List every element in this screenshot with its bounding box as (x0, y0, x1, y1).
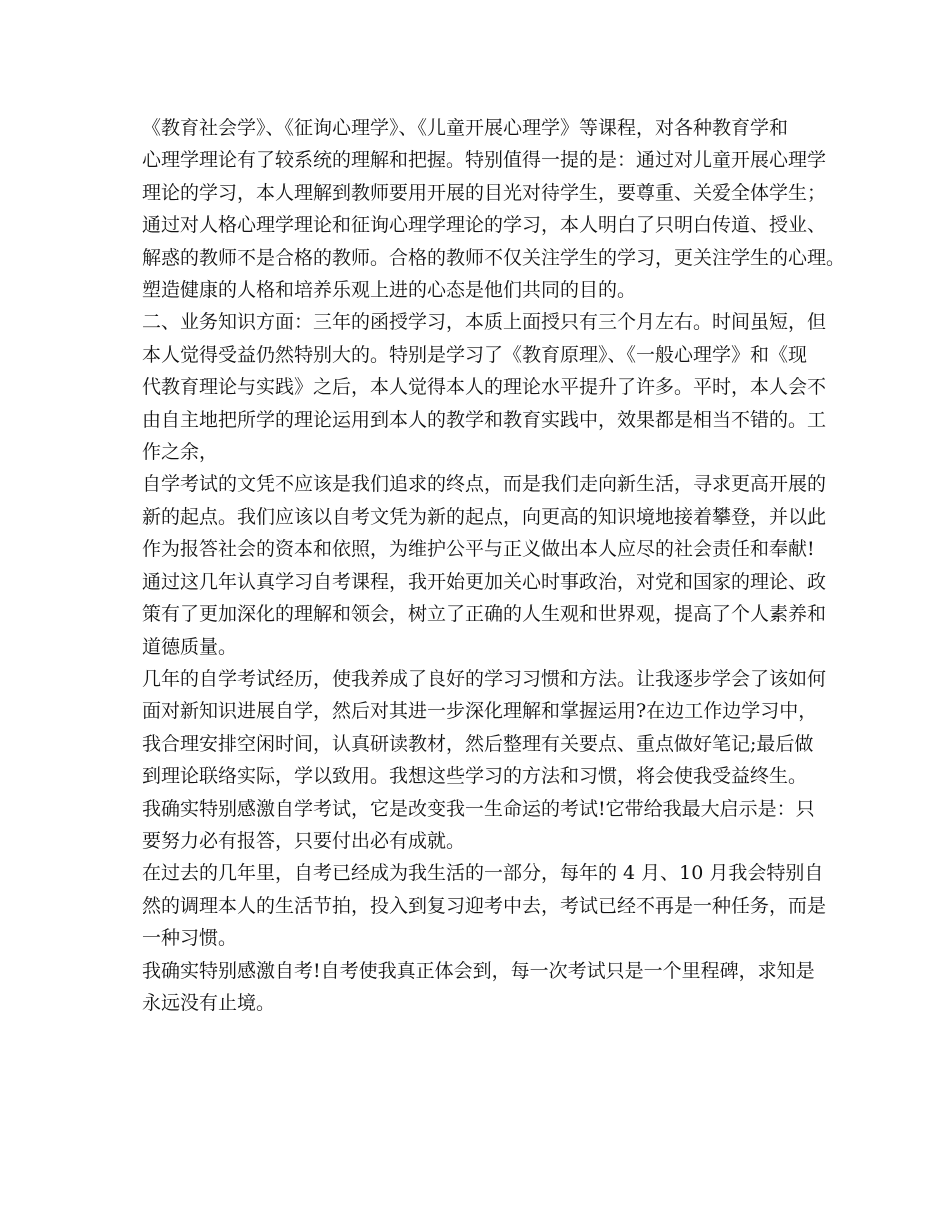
text-line: 到理论联络实际，学以致用。我想这些学习的方法和习惯，将会使我受益终生。 (142, 765, 808, 788)
text-line: 策有了更加深化的理解和领会，树立了正确的人生观和世界观，提高了个人素养和 (142, 603, 827, 626)
text-line: 要努力必有报答，只要付出必有成就。 (142, 829, 466, 852)
text-line: 面对新知识进展自学，然后对其进一步深化理解和掌握运用?在边工作边学习中， (142, 700, 818, 723)
text-line: 我合理安排空闲时间，认真研读教材，然后整理有关要点、重点做好笔记;最后做 (142, 732, 814, 755)
text-line: 作为报答社会的资本和依照，为维护公平与正义做出本人应尽的社会责任和奉献! (142, 538, 815, 561)
text-line: 永远没有止境。 (142, 991, 276, 1014)
document-body (142, 112, 846, 1019)
text-line: 道德质量。 (142, 635, 238, 658)
text-line: 我确实特别感激自考!自考使我真正体会到，每一次考试只是一个里程碑，求知是 (142, 959, 815, 982)
text-line: 《教育社会学》、《征询心理学》、《儿童开展心理学》等课程，对各种教育学和 (142, 117, 789, 139)
text-line: 二、业务知识方面：三年的函授学习，本质上面授只有三个月左右。时间虽短，但 (142, 311, 827, 334)
text-line: 一种习惯。 (142, 927, 238, 950)
text-line: 通过对人格心理学理论和征询心理学理论的学习，本人明白了只明白传道、授业、 (142, 214, 827, 237)
text-line: 理论的学习，本人理解到教师要用开展的目光对待学生，要尊重、关爱全体学生； (142, 181, 827, 204)
text-line: 我确实特别感激自学考试，它是改变我一生命运的考试!它带给我最大启示是：只 (142, 797, 815, 820)
text-line: 由自主地把所学的理论运用到本人的教学和教育实践中，效果都是相当不错的。工 (142, 408, 827, 431)
text-line: 解惑的教师不是合格的教师。合格的教师不仅关注学生的学习，更关注学生的心理。 (142, 246, 846, 269)
text-line: 然的调理本人的生活节拍，投入到复习迎考中去，考试已经不再是一种任务，而是 (142, 894, 827, 917)
text-line: 作之余， (142, 441, 219, 464)
text-line: 代教育理论与实践》之后，本人觉得本人的理论水平提升了许多。平时，本人会不 (142, 376, 827, 399)
text-line: 自学考试的文凭不应该是我们追求的终点，而是我们走向新生活，寻求更高开展的 (142, 473, 827, 496)
text-line: 本人觉得受益仍然特别大的。特别是学习了《教育原理》、《一般心理学》和《现 (142, 343, 808, 366)
text-line: 心理学理论有了较系统的理解和把握。特别值得一提的是：通过对儿童开展心理学 (142, 149, 827, 172)
text-line: 塑造健康的人格和培养乐观上进的心态是他们共同的目的。 (142, 279, 637, 302)
text-line: 几年的自学考试经历，使我养成了良好的学习习惯和方法。让我逐步学会了该如何 (142, 667, 827, 690)
text-line: 在过去的几年里，自考已经成为我生活的一部分，每年的 4 月、10 月我会特别自 (142, 862, 824, 885)
text-line: 通过这几年认真学习自考课程，我开始更加关心时事政治，对党和国家的理论、政 (142, 570, 827, 593)
text-line: 新的起点。我们应该以自考文凭为新的起点，向更高的知识境地接着攀登，并以此 (142, 505, 827, 528)
